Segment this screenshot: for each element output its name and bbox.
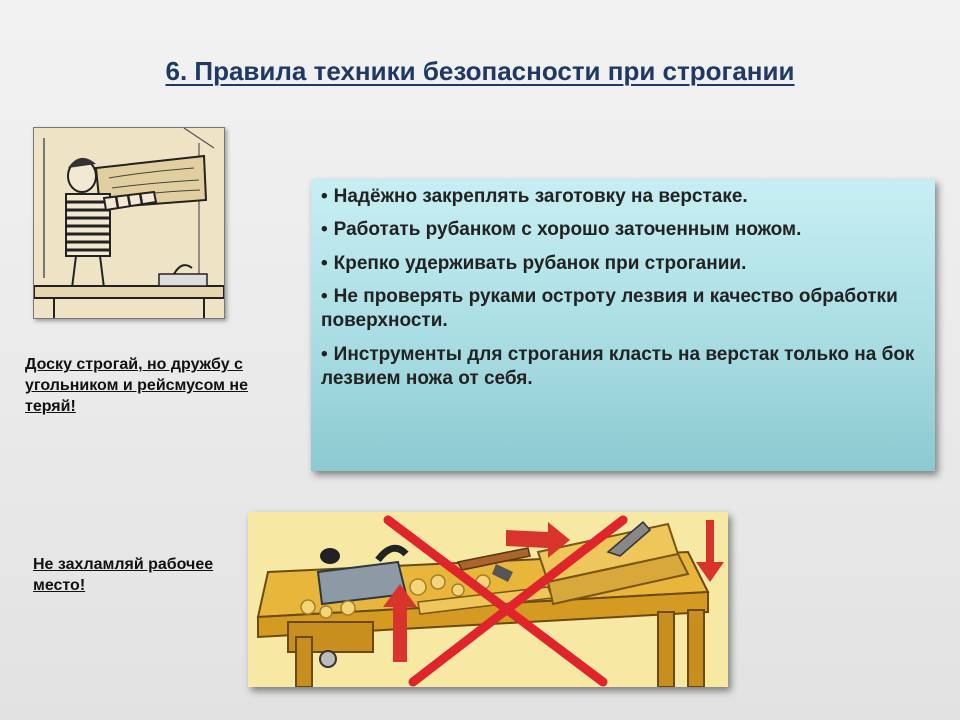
cluttered-bench-illustration <box>248 512 728 687</box>
safety-rules-box <box>311 179 935 471</box>
sketch-illustration <box>33 127 225 319</box>
bullet-glyph: • <box>321 343 328 365</box>
rule-item <box>321 343 925 392</box>
rule-text: Крепко удерживать рубанок при строгании. <box>333 252 747 274</box>
caption-clean-workplace: Не захламляй рабочее место! <box>33 556 214 594</box>
worker-sketch-icon <box>34 128 224 318</box>
bullet-glyph: • <box>321 219 328 241</box>
rule-item <box>321 285 925 334</box>
rule-item <box>321 185 925 209</box>
rule-item <box>321 252 925 276</box>
slide-title: 6. Правила техники безопасности при строгании <box>165 56 795 86</box>
bullet-glyph: • <box>321 285 328 307</box>
rule-text: Работать рубанком с хорошо заточенным ножом. <box>333 219 802 241</box>
rule-text: Инструменты для строгания класть на верстак только на бок лезвием ножа от себя. <box>321 343 915 389</box>
workbench-crossed-icon <box>248 512 728 687</box>
bullet-glyph: • <box>321 186 328 207</box>
slide-title-wrap <box>0 56 960 87</box>
caption-board-planing: Доску строгай, но дружбу с угольником и рейсмусом не теряй! <box>25 356 248 415</box>
rule-item <box>321 218 925 242</box>
rule-text: Надёжно закреплять заготовку на верстаке. <box>333 186 748 207</box>
safety-rules-list <box>321 185 925 391</box>
rule-text: Не проверять руками остроту лезвия и качество обработки поверхности. <box>321 285 898 332</box>
bullet-glyph: • <box>321 252 328 274</box>
